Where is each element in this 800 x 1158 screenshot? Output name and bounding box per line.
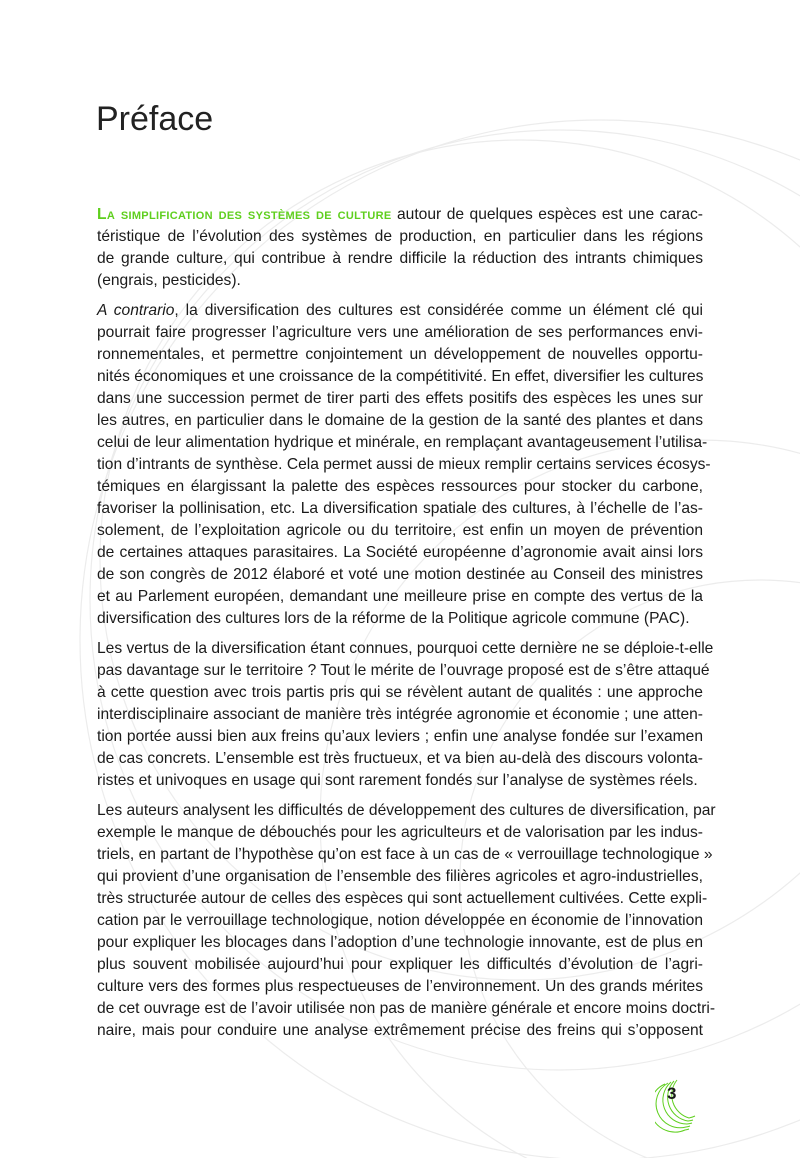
text-line: autour de quelques espèces est une carac- (397, 206, 703, 223)
text-line: à cette question avec trois partis pris qui se révèlent autant de qualités : une approche (97, 684, 703, 701)
text-line: triels, en partant de l’hypothèse qu’on est face à un cas de « verrouillage technologique » (97, 846, 713, 863)
paragraph-2 (97, 300, 711, 630)
lead-small-caps: La simplification des systèmes de culture (97, 206, 392, 223)
page-title: Préface (96, 100, 214, 138)
page-number: 3 (667, 1084, 677, 1103)
text-line: , la diversification des cultures est considérée comme un élément clé qui (174, 302, 703, 319)
text-line: Les auteurs analysent les difficultés de développement des cultures de diversification, par (97, 802, 716, 819)
text-line: les autres, en particulier dans le domaine de la gestion de la santé des plantes et dans (97, 412, 703, 429)
text-line: celui de leur alimentation hydrique et minérale, en remplaçant avantageusement l’utilisa- (97, 434, 708, 451)
text-line: tion d’intrants de synthèse. Cela permet aussi de mieux remplir certains services écosys- (97, 456, 711, 473)
text-line: de cas concrets. L’ensemble est très fructueux, et va bien au-delà des discours volonta- (97, 750, 703, 767)
text-line: pour expliquer les blocages dans l’adoption d’une technologie innovante, est de plus en (97, 934, 703, 951)
text-line: interdisciplinaire associant de manière très intégrée agronomie et économie ; une atten- (97, 706, 703, 723)
text-line: culture vers des formes plus respectueuses de l’environnement. Un des grands mérites (97, 978, 703, 995)
text-line: qui provient d’une organisation de l’ensemble des filières agricoles et agro-industrielles, (97, 868, 703, 885)
paragraph-4 (97, 800, 716, 1042)
text-line: dans une succession permet de tirer parti des effets positifs des espèces les unes sur (97, 390, 703, 407)
text-line: pas davantage sur le territoire ? Tout le mérite de l’ouvrage proposé est de s’être attaqué (97, 662, 710, 679)
page-number-badge (655, 1078, 715, 1138)
paragraph-1 (97, 204, 703, 292)
green-arcs-icon (655, 1078, 715, 1138)
text-line: nités économiques et une croissance de la compétitivité. En effet, diversifier les cultures (97, 368, 704, 385)
text-line: cation par le verrouillage technologique, notion développée en économie de l’innovation (97, 912, 703, 929)
italic-phrase: A contrario (97, 302, 175, 319)
text-line: plus souvent mobilisée aujourd’hui pour expliquer les difficultés d’évolution de l’agri- (97, 956, 703, 973)
text-line: de son congrès de 2012 élaboré et voté une motion destinée au Conseil des ministres (97, 566, 703, 583)
text-line: ronnementales, et permettre conjointement un développement de nouvelles opportu- (97, 346, 703, 363)
preface-body (97, 204, 716, 1050)
text-line: de cet ouvrage est de l’avoir utilisée non pas de manière générale et encore moins doctri- (97, 1000, 716, 1017)
text-line: très structurée autour de celles des espèces qui sont actuellement cultivées. Cette expli- (97, 890, 708, 907)
text-line: Les vertus de la diversification étant connues, pourquoi cette dernière ne se déploie-t-elle (97, 640, 714, 657)
text-line: favoriser la pollinisation, etc. La diversification spatiale des cultures, à l’échelle de l’as- (97, 500, 703, 517)
text-line: de certaines attaques parasitaires. La Société européenne d’agronomie avait ainsi lors (97, 544, 703, 561)
text-line: ristes et univoques en usage qui sont rarement fondés sur l’analyse de systèmes réels. (97, 772, 698, 789)
text-line: exemple le manque de débouchés pour les agriculteurs et de valorisation par les indus- (97, 824, 703, 841)
text-line: solement, de l’exploitation agricole ou du territoire, est enfin un moyen de prévention (97, 522, 703, 539)
text-line: diversification des cultures lors de la réforme de la Politique agricole commune (PAC). (97, 610, 690, 627)
paragraph-3 (97, 638, 714, 792)
text-line: pourrait faire progresser l’agriculture vers une amélioration de ses performances envi- (97, 324, 703, 341)
text-line: témiques en élargissant la palette des espèces ressources pour stocker du carbone, (97, 478, 703, 495)
text-line: et au Parlement européen, demandant une meilleure prise en compte des vertus de la (97, 588, 703, 605)
text-line: téristique de l’évolution des systèmes de production, en particulier dans les régions (97, 228, 703, 245)
text-line: (engrais, pesticides). (97, 272, 241, 289)
text-line: naire, mais pour conduire une analyse extrêmement précise des freins qui s’opposent (97, 1022, 703, 1039)
text-line: de grande culture, qui contribue à rendre difficile la réduction des intrants chimiques (97, 250, 703, 267)
text-line: tion portée aussi bien aux freins qu’aux leviers ; enfin une analyse fondée sur l’examen (97, 728, 703, 745)
